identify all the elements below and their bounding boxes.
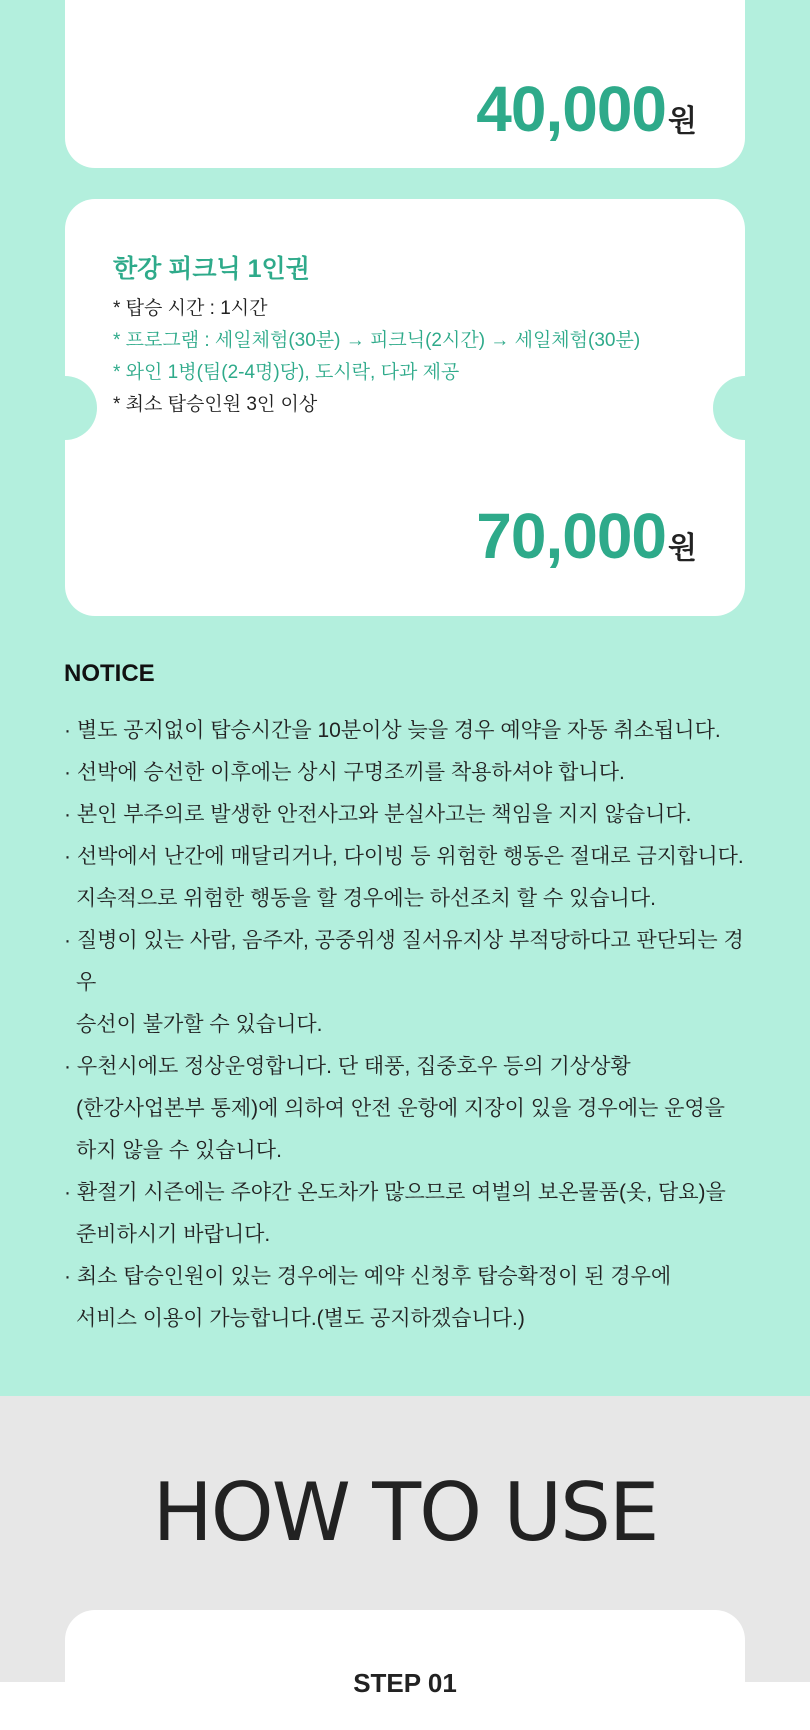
notice-item (64, 1256, 754, 1340)
ticket-detail-line: * 탑승 시간 : 1시간 (113, 298, 268, 319)
ticket-detail-line: * 와인 1병(팀(2-4명)당), 도시락, 다과 제공 (113, 362, 460, 383)
notice-text: 준비하시기 바랍니다. (76, 1223, 271, 1246)
notice-text: · 환절기 시즌에는 주야간 온도차가 많으므로 여벌의 보온물품(옷, 담요)을 (64, 1181, 726, 1204)
ticket-price (476, 499, 697, 573)
notice-list (64, 710, 754, 1340)
notice-block (64, 660, 754, 1340)
notice-text: 승선이 불가할 수 있습니다. (76, 1013, 323, 1036)
ticket-notch-right (713, 376, 777, 440)
notice-item (64, 836, 754, 920)
ticket-detail-line: * 프로그램 : 세일체험(30분) → 피크닉(2시간) → 세일체험(30분) (113, 330, 641, 351)
ticket-notch-left (33, 376, 97, 440)
notice-text: · 선박에 승선한 이후에는 상시 구명조끼를 착용하셔야 합니다. (64, 761, 625, 784)
notice-item (64, 794, 754, 836)
notice-item (64, 920, 754, 1046)
ticket-card-picnic (65, 199, 745, 616)
notice-text: · 본인 부주의로 발생한 안전사고와 분실사고는 책임을 지지 않습니다. (64, 803, 692, 826)
notice-text: 하지 않을 수 있습니다. (76, 1139, 282, 1162)
notice-text: 서비스 이용이 가능합니다.(별도 공지하겠습니다.) (76, 1307, 525, 1330)
notice-item (64, 1046, 754, 1172)
step-card (65, 1610, 745, 1730)
notice-item (64, 752, 754, 794)
notice-text: · 우천시에도 정상운영합니다. 단 태풍, 집중호우 등의 기상상황 (64, 1055, 631, 1078)
notice-item (64, 710, 754, 752)
notice-text: (한강사업본부 통제)에 의하여 안전 운항에 지장이 있을 경우에는 운영을 (76, 1097, 725, 1120)
ticket-price (476, 72, 697, 146)
ticket-title: 한강 피크닉 1인권 (113, 255, 310, 283)
price-amount: 40,000 (476, 73, 667, 145)
ticket-details (113, 293, 640, 421)
notice-text: · 질병이 있는 사람, 음주자, 공중위생 질서유지상 부적당하다고 판단되는 경우 (64, 929, 744, 994)
price-amount: 70,000 (476, 500, 667, 572)
notice-item (64, 1172, 754, 1256)
notice-title: NOTICE (64, 660, 155, 687)
notice-text: · 최소 탑승인원이 있는 경우에는 예약 신청후 탑승확정이 된 경우에 (64, 1265, 672, 1288)
ticket-detail-line: * 최소 탑승인원 3인 이상 (113, 394, 318, 415)
notice-text: · 별도 공지없이 탑승시간을 10분이상 늦을 경우 예약을 자동 취소됩니다. (64, 719, 721, 742)
how-to-use-title: HOW TO USE (152, 1466, 658, 1559)
notice-text: · 선박에서 난간에 매달리거나, 다이빙 등 위험한 행동은 절대로 금지합니다. (64, 845, 744, 868)
ticket-card (65, 0, 745, 168)
price-unit: 원 (668, 105, 697, 138)
price-unit: 원 (668, 532, 697, 565)
step-label: STEP 01 (353, 1668, 457, 1698)
notice-text: 지속적으로 위험한 행동을 할 경우에는 하선조치 할 수 있습니다. (76, 887, 656, 910)
